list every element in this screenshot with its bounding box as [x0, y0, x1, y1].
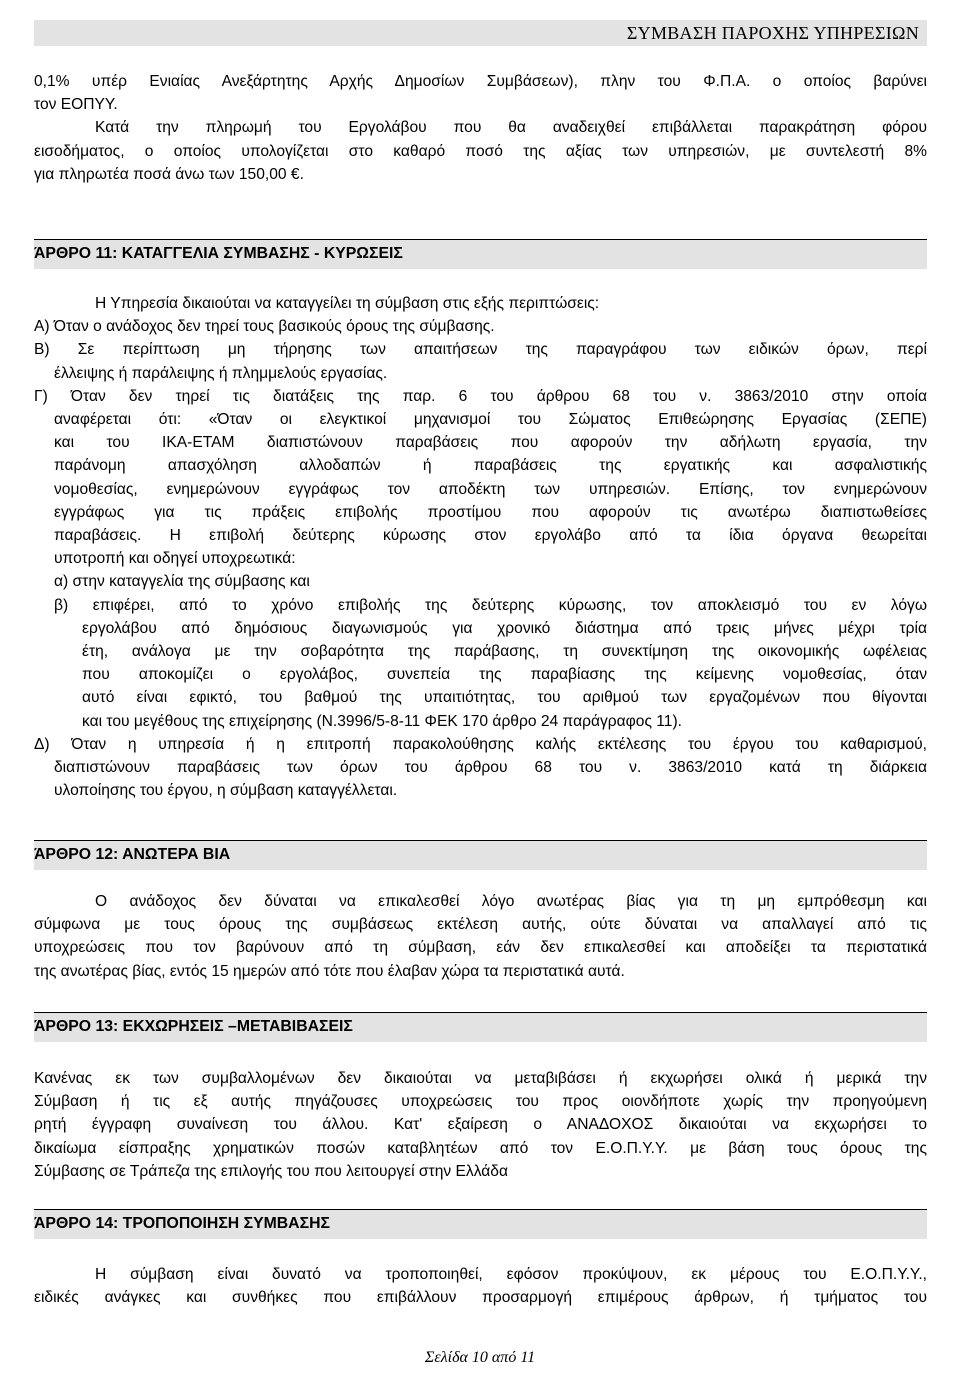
text-line: παραβάσεις. Η επιβολή δεύτερης κύρωσης στον εργολάβο από τα ίδια όργανα θεωρείται [54, 527, 927, 545]
article-12-heading [34, 840, 927, 870]
text-line: β) επιφέρει, από το χρόνο επιβολής της δεύτερης κύρωσης, τον αποκλεισμό του εν λόγω [54, 596, 927, 614]
text-line: αυτό είναι εφικτό, του βαθμού της υπαιτιότητας, του αριθμού των εργαζομένων που θίγονται [82, 689, 927, 707]
page-header [34, 20, 927, 46]
text-line: Κανένας εκ των συμβαλλομένων δεν δικαιούται να μεταβιβάσει ή εκχωρήσει ολικά ή μερικά την [34, 1070, 927, 1087]
text-line: α) στην καταγγελία της σύμβασης και [54, 573, 310, 591]
text-line: της ανωτέρας βίας, εντός 15 ημερών από τότε που έλαβαν χώρα τα περιστατικά αυτά. [34, 962, 625, 980]
text-line: Κατά την πληρωμή του Εργολάβου που θα αναδειχθεί επιβάλλεται παρακράτηση φόρου [95, 119, 927, 137]
text-line: παράνομη απασχόληση αλλοδαπών ή παραβάσεις της εργατικής και ασφαλιστικής [54, 457, 927, 475]
page-number: Σελίδα 10 από 11 [424, 1349, 536, 1366]
text-line: Σύμβασης σε Τράπεζα της επιλογής του που λειτουργεί στην Ελλάδα [34, 1162, 508, 1180]
heading-text: ΆΡΘΡΟ 12: ΑΝΩΤΕΡΑ ΒΙΑ [34, 846, 231, 863]
heading-text: ΆΡΘΡΟ 13: ΕΚΧΩΡΗΣΕΙΣ –ΜΕΤΑΒΙΒΑΣΕΙΣ [34, 1018, 353, 1035]
heading-text: ΆΡΘΡΟ 14: ΤΡΟΠΟΠΟΙΗΣΗ ΣΥΜΒΑΣΗΣ [34, 1215, 330, 1232]
text-line: Δ) Όταν η υπηρεσία ή η επιτροπή παρακολούθησης καλής εκτέλεσης του έργου του καθαρισμού, [34, 735, 927, 753]
text-line: υλοποίησης του έργου, η σύμβαση καταγγέλλεται. [54, 782, 398, 800]
text-line: 0,1% υπέρ Ενιαίας Ανεξάρτητης Αρχής Δημοσίων Συμβάσεων), πλην του Φ.Π.Α. ο οποίος βαρύνει [34, 73, 927, 90]
article-13-body [34, 1067, 927, 1183]
text-line: τον ΕΟΠΥΥ. [34, 96, 118, 114]
text-line: που αποκομίζει ο εργολάβος, συνεπεία της παραβίασης της κείμενης νομοθεσίας, όταν [82, 666, 927, 684]
text-line: εργολάβου από δημόσιους διαγωνισμούς για χρονικό διάστημα από τρεις μήνες μέχρι τρία [82, 619, 927, 637]
article-11-heading [34, 239, 927, 269]
text-line: ρητή έγγραφη συναίνεση του άλλου. Κατ' εξαίρεση ο ΑΝΑΔΟΧΟΣ δικαιούται να εκχωρήσει το [34, 1116, 927, 1134]
document-title: ΣΥΜΒΑΣΗ ΠΑΡΟΧΗΣ ΥΠΗΡΕΣΙΩΝ [626, 23, 919, 43]
text-line: έλλειψης ή παράλειψης ή πλημμελούς εργασίας. [54, 364, 388, 382]
text-line: υποτροπή και οδηγεί υποχρεωτικά: [54, 550, 296, 568]
text-line: Α) Όταν ο ανάδοχος δεν τηρεί τους βασικούς όρους της σύμβασης. [34, 318, 495, 336]
text-line: υποχρεώσεις που τον βαρύνουν από τη σύμβαση, εάν δεν επικαλεσθεί και αποδείξει τα περιστατικά [34, 939, 927, 957]
article-12-body [34, 890, 927, 983]
text-line: Ο ανάδοχος δεν δύναται να επικαλεσθεί λόγο ανωτέρας βίας για τη μη εμπρόθεσμη και [95, 893, 927, 910]
text-line: Σύμβαση ή τις εξ αυτής πηγάζουσες υποχρεώσεις του προς οιονδήποτε χωρίς την προηγούμενη [34, 1093, 927, 1111]
text-line: Γ) Όταν δεν τηρεί τις διατάξεις της παρ. 6 του άρθρου 68 του ν. 3863/2010 στην οποία [34, 387, 927, 405]
text-line: δικαίωμα είσπραξης χρηματικών ποσών καταβλητέων από τον Ε.Ο.Π.Υ.Υ. με βάση τους όρους της [34, 1139, 927, 1157]
text-line: Η σύμβαση είναι δυνατό να τροποποιηθεί, εφόσον προκύψουν, εκ μέρους του Ε.Ο.Π.Υ.Υ., [95, 1266, 927, 1283]
intro-paragraph [34, 70, 927, 186]
text-line: εγγράφως για τις πράξεις επιβολής προστίμου που αφορούν τις ανωτέρω διαπιστωθείσες [54, 503, 927, 521]
text-line: για πληρωτέα ποσά άνω των 150,00 €. [34, 165, 304, 183]
text-line: διαπιστώνουν παραβάσεις των όρων του άρθρου 68 του ν. 3863/2010 κατά τη διάρκεια [54, 759, 927, 777]
article-13-heading [34, 1012, 927, 1042]
text-line: αναφέρεται ότι: «Όταν οι ελεγκτικοί μηχανισμοί του Σώματος Επιθεώρησης Εργασίας (ΣΕΠΕ) [54, 411, 927, 429]
text-line: νομοθεσίας, ενημερώνουν εγγράφως τον αποδέκτη των υπηρεσιών. Επίσης, τον ενημερώνουν [54, 480, 927, 498]
text-line: Β) Σε περίπτωση μη τήρησης των απαιτήσεων της παραγράφου των ειδικών όρων, περί [34, 341, 927, 359]
text-line: ειδικές ανάγκες και συνθήκες που επιβάλλουν προσαρμογή επιμέρους άρθρων, ή τμήματος του [34, 1289, 927, 1307]
text-line: και του ΙΚΑ-ΕΤΑΜ διαπιστώνουν παραβάσεις που αφορούν την αδήλωτη εργασία, την [54, 434, 927, 452]
article-14-body [34, 1263, 927, 1309]
text-line: Η Υπηρεσία δικαιούται να καταγγείλει τη σύμβαση στις εξής περιπτώσεις: [95, 295, 600, 312]
heading-text: ΆΡΘΡΟ 11: ΚΑΤΑΓΓΕΛΙΑ ΣΥΜΒΑΣΗΣ - ΚΥΡΩΣΕΙΣ [34, 245, 403, 262]
text-line: εισοδήματος, ο οποίος υπολογίζεται στο καθαρό ποσό της αξίας των υπηρεσιών, με συντελεστή 8% [34, 142, 927, 160]
text-line: και του μεγέθους της επιχείρησης (Ν.3996/5-8-11 ΦΕΚ 170 άρθρο 24 παράγραφος 11). [82, 712, 683, 730]
text-line: έτη, ανάλογα με την σοβαρότητα της παράβασης, τη συνεκτίμηση της οικονομικής ωφέλειας [82, 643, 927, 661]
article-14-heading [34, 1209, 927, 1239]
article-11-body [34, 292, 927, 802]
text-line: σύμφωνα με τους όρους της συμβάσεως εκτέλεση αυτής, ούτε δύναται να απαλλαγεί από τις [34, 916, 927, 934]
